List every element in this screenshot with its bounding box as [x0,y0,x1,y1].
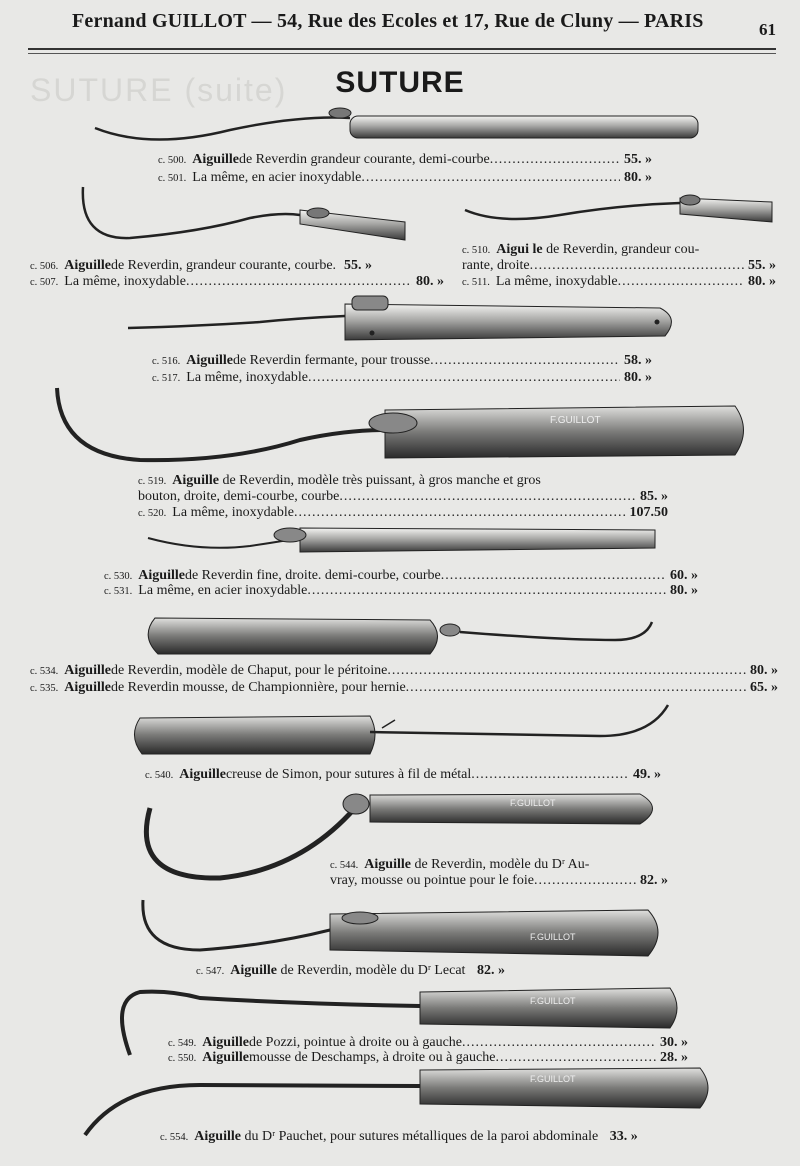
needle-506-illustration [83,187,405,240]
entry-544-cont: vray, mousse ou pointue pour le foie ..... 82. » [330,872,668,889]
entry-519: c. 519. Aiguille de Reverdin, modèle très puissant, à gros manche et gros [138,473,541,488]
maker-mark: F.GUILLOT [530,996,576,1006]
bleed-through-text: SUTURE (suite) [30,72,288,108]
maker-mark: F.GUILLOT [530,932,576,942]
entry-520: c. 520. La même, inoxydable ..... 107.50 [138,504,668,522]
needle-554-illustration [85,1068,708,1135]
entry-510-cont: rante, droite ..... 55. » [462,257,776,274]
page-title: SUTURE [335,66,465,99]
needle-500-illustration [95,108,698,140]
maker-mark: F.GUILLOT [550,415,601,426]
entry-519-cont: bouton, droite, demi-courbe, courbe ..... 85. » [138,488,668,505]
maker-mark: F.GUILLOT [530,1074,576,1084]
entry-531: c. 531. La même, en acier inoxydable ..... 80. » [104,582,698,600]
entry-535: c. 535. Aiguille de Reverdin mousse, de Championnière, pour hernie ..... 65. » [30,679,778,697]
publisher-header: Fernand GUILLOT — 54, Rue des Ecoles et 17, Rue de Cluny — PARIS [72,10,704,32]
entry-547: c. 547. Aiguille de Reverdin, modèle du Dʳ Lecat 82. » [196,963,505,978]
entry-549: c. 549. Aiguille de Pozzi, pointue à droite ou à gauche ..... 30. » [168,1034,688,1052]
entry-534: c. 534. Aiguille de Reverdin, modèle de Chaput, pour le péritoine ..... 80. » [30,662,778,680]
entry-550: c. 550. Aiguille mousse de Deschamps, à droite ou à gauche ..... 28. » [168,1049,688,1067]
entry-554: c. 554. Aiguille du Dʳ Pauchet, pour sutures métalliques de la paroi abdominale 33. » [160,1129,638,1144]
needle-519-illustration [57,388,744,460]
maker-mark: F.GUILLOT [510,798,556,808]
entry-507: c. 507. La même, inoxydable ..... 80. » [30,273,444,291]
needle-540-illustration [134,705,668,754]
entry-516: c. 516. Aiguille de Reverdin fermante, pour trousse ..... 58. » [152,352,652,370]
entry-530: c. 530. Aiguille de Reverdin fine, droite. demi-courbe, courbe ..... 60. » [104,567,698,585]
entry-501: c. 501. La même, en acier inoxydable ..... 80. » [158,169,652,187]
entry-511: c. 511. La même, inoxydable ..... 80. » [462,273,776,291]
needle-516-illustration [128,296,671,340]
entry-517: c. 517. La même, inoxydable ..... 80. » [152,369,652,387]
entry-506: c. 506. Aiguille de Reverdin, grandeur courante, courbe. 55. » [30,258,373,273]
page-number: 61 [759,20,776,39]
entry-544: c. 544. Aiguille de Reverdin, modèle du Dʳ Au- [330,857,590,872]
needle-510-illustration [465,195,772,222]
entry-500: c. 500. Aiguille de Reverdin grandeur courante, demi-courbe ..... 55. » [158,151,652,169]
needle-534-illustration [148,618,652,654]
needle-547-illustration [143,900,658,956]
entry-540: c. 540. Aiguille creuse de Simon, pour sutures à fil de métal ..... 49. » [145,766,661,784]
needle-530-illustration [148,528,655,552]
entry-510: c. 510. Aigui le de Reverdin, grandeur cou- [462,242,700,257]
